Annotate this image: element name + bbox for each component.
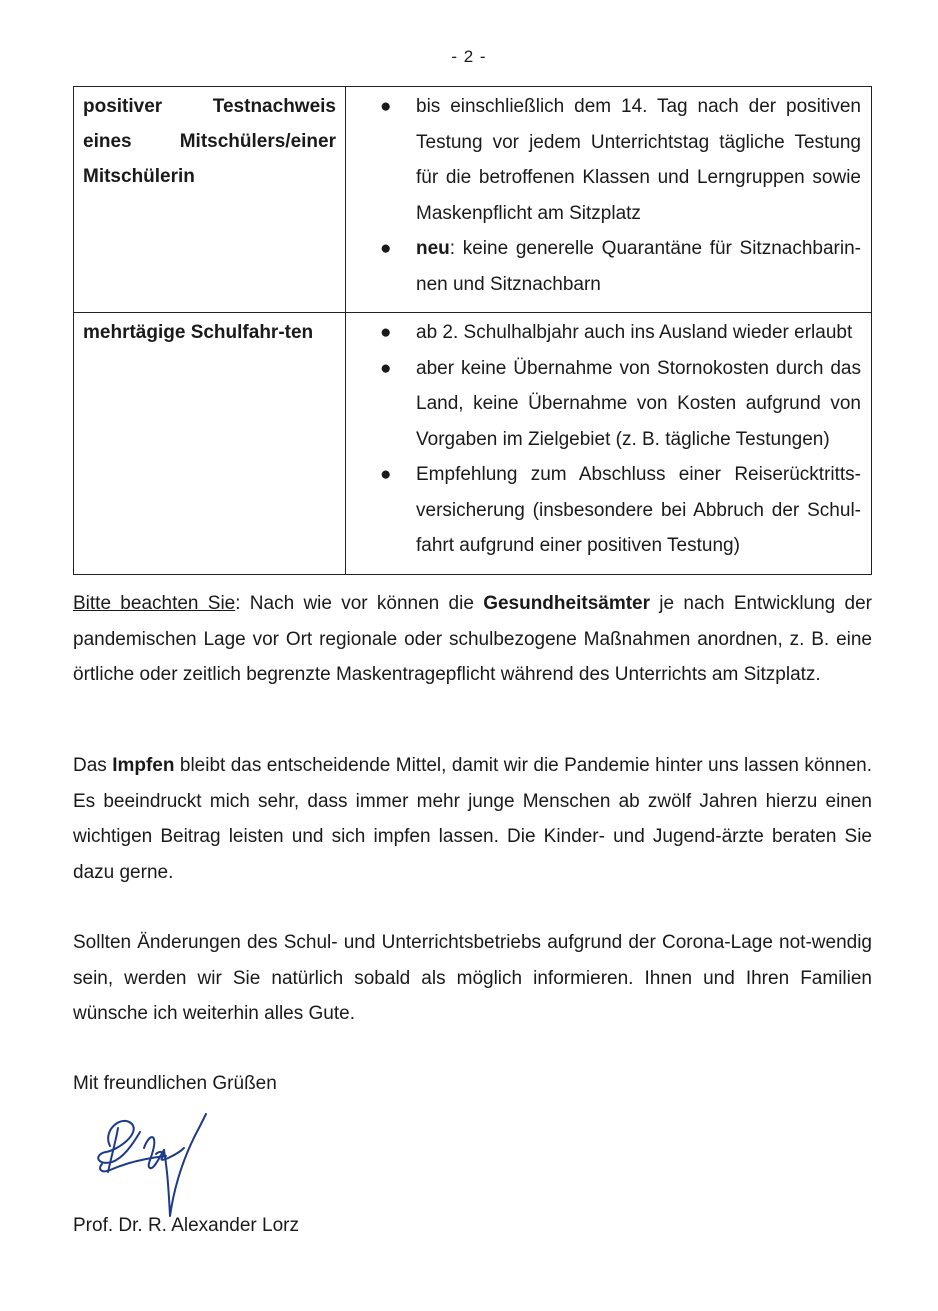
list-item bbox=[380, 231, 861, 302]
page-number: - 2 - bbox=[451, 47, 487, 66]
table-row bbox=[74, 87, 872, 313]
vaccination-emphasis: Impfen bbox=[112, 755, 175, 776]
handwritten-signature bbox=[88, 1106, 228, 1222]
vaccination-paragraph bbox=[73, 748, 872, 890]
item-text: : keine generelle Quarantäne für Sitznachbarin-nen und Sitznachbarn bbox=[416, 238, 861, 295]
notice-emphasis: Gesundheitsämter bbox=[483, 593, 651, 614]
list-item bbox=[380, 89, 861, 231]
vaccination-text: Das bbox=[73, 755, 113, 776]
closing-greeting: Mit freundlichen Grüßen bbox=[73, 1073, 277, 1094]
item-text: bis einschließlich dem 14. Tag nach der positiven Testung vor jedem Unterrichtstag tägliche Testung für die betroffenen Klassen und Lerngruppen sowie Maskenpflicht am Sitzplatz bbox=[416, 96, 861, 224]
item-lead: neu bbox=[416, 238, 450, 259]
item-text: ab 2. Schulhalbjahr auch ins Ausland wieder erlaubt bbox=[416, 322, 853, 343]
closing-paragraph: Sollten Änderungen des Schul- und Unterrichtsbetriebs aufgrund der Corona-Lage not-wendig sein, werden wir Sie natürlich sobald als möglich informieren. Ihnen und Ihren Familien wünsche ich weiterhin alles Gute. bbox=[73, 932, 872, 1024]
list-item bbox=[380, 315, 861, 351]
bullet-icon: ● bbox=[380, 464, 392, 485]
table-row bbox=[74, 313, 872, 575]
signer-name: Prof. Dr. R. Alexander Lorz bbox=[73, 1215, 299, 1236]
list-item bbox=[380, 457, 861, 564]
bullet-icon: ● bbox=[380, 357, 392, 379]
item-text: aber keine Übernahme von Stornokosten durch das Land, keine Übernahme von Kosten aufgrund von Vorgaben im Zielgebiet (z. B. tägliche Testungen) bbox=[416, 357, 861, 450]
measures-table bbox=[73, 86, 872, 575]
item-text: Empfehlung zum Abschluss einer Reiserücktritts-versicherung (insbesondere bei Abbruch der Schul-fahrt aufgrund einer positiven Testung) bbox=[416, 464, 861, 556]
row-items bbox=[346, 87, 872, 313]
bullet-icon: ● bbox=[380, 96, 392, 117]
bullet-icon: ● bbox=[380, 238, 392, 259]
bullet-icon: ● bbox=[380, 322, 392, 343]
row-label: mehrtägige Schulfahr-ten bbox=[74, 313, 346, 575]
vaccination-text-rest: bleibt das entscheidende Mittel, damit wir die Pandemie hinter uns lassen können. Es beeindruckt mich sehr, dass immer mehr junge Menschen ab zwölf Jahren hierzu einen wichtigen Beitrag leisten und sich impfen lassen. Die Kinder- und Jugend-ärzte beraten Sie dazu gerne. bbox=[73, 755, 872, 883]
notice-text: : Nach wie vor können die bbox=[235, 593, 484, 614]
notice-text-rest: je nach Entwicklung der pandemischen Lage vor Ort regionale oder schulbezogene Maßnahmen anordnen, z. B. eine örtliche oder zeitlich begrenzte Maskentragepflicht während des Unterrichts am Sitzplatz. bbox=[73, 593, 872, 685]
row-label: positiver Testnachweis eines Mitschülers/einer Mitschülerin bbox=[74, 87, 346, 313]
row-items bbox=[346, 313, 872, 575]
list-item bbox=[380, 351, 861, 458]
notice-heading: Bitte beachten Sie bbox=[73, 593, 236, 614]
notice-paragraph bbox=[73, 586, 872, 693]
